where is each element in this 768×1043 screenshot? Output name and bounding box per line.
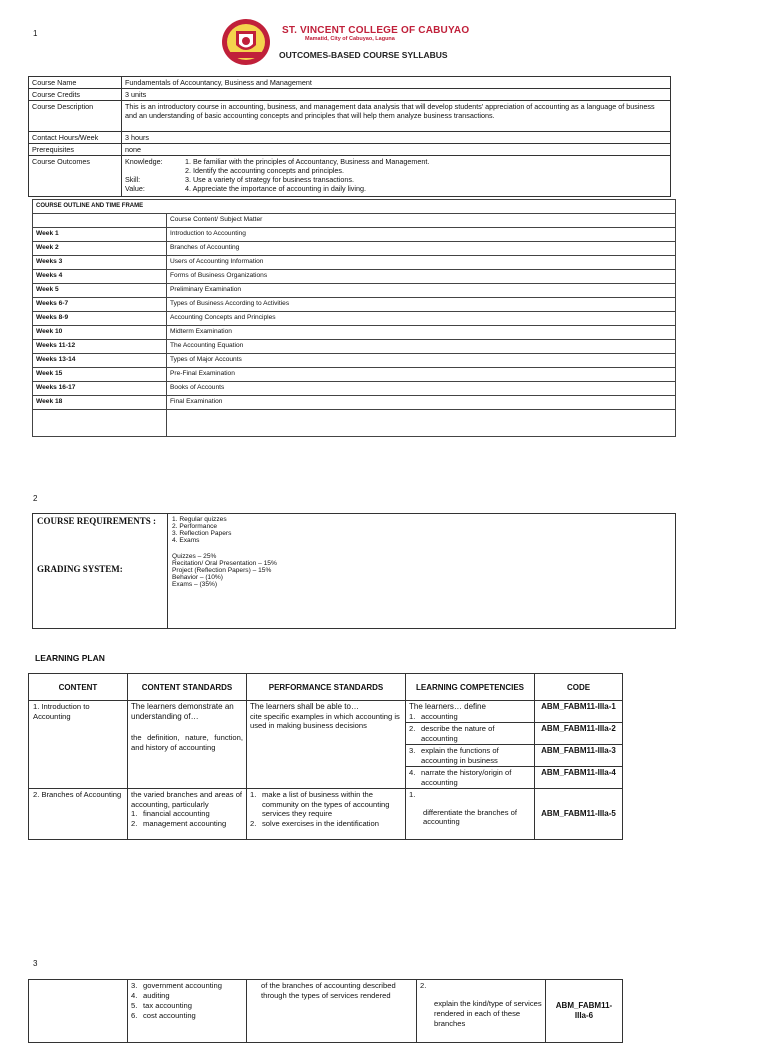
cs-item: [131, 819, 243, 829]
requirements-row: [33, 514, 676, 629]
cs-item-number: 4.: [131, 991, 138, 1000]
competency-text: explain the kind/type of services rendered in each of these branches: [434, 999, 542, 1028]
ps-item-number: 2.: [250, 818, 257, 828]
competency-cell: [406, 701, 535, 723]
course-outcomes-cell: [122, 156, 671, 197]
outline-week: Weeks 6-7: [33, 298, 167, 312]
cs-item: [131, 809, 243, 819]
course-description-row: [29, 101, 671, 132]
competency-text: narrate the history/origin of accounting: [421, 768, 512, 787]
college-seal-logo: [220, 17, 272, 67]
competency-item: [409, 712, 531, 722]
outline-row: [33, 298, 676, 312]
course-credits-row: [29, 89, 671, 101]
content-standards-cell: [128, 980, 247, 1043]
performance-standards-cell: [247, 701, 406, 789]
course-name-label: Course Name: [29, 77, 122, 89]
competency-cell: [406, 789, 535, 840]
outline-row: [33, 368, 676, 382]
outline-row: [33, 382, 676, 396]
competency-item: [409, 768, 531, 787]
outline-week: Weeks 16-17: [33, 382, 167, 396]
competency-code: ABM_FABM11-IIIa-4: [535, 767, 623, 789]
competency-code: ABM_FABM11-IIIa-1: [535, 701, 623, 723]
ps-item-text: solve exercises in the identification: [262, 818, 379, 828]
outline-content: Users of Accounting Information: [167, 256, 676, 270]
outline-week: Weeks 11-12: [33, 340, 167, 354]
course-description-label: Course Description: [29, 101, 122, 132]
grading-item: Project (Reflection Papers) – 15%: [172, 567, 272, 574]
outcome-line: [125, 157, 667, 166]
outline-week: Week 5: [33, 284, 167, 298]
requirements-values-cell: [168, 514, 676, 629]
competency-cell: [406, 745, 535, 767]
header-performance-standards: PERFORMANCE STANDARDS: [247, 674, 406, 701]
outcome-line: [125, 184, 667, 193]
outcome-domain: Value:: [125, 184, 145, 193]
cs-item-number: 2.: [131, 818, 138, 828]
outcome-domain: Knowledge:: [125, 157, 163, 166]
cs-item: [131, 991, 243, 1001]
page-number: 2: [33, 494, 38, 503]
outline-content: Final Examination: [167, 396, 676, 410]
competency-text: describe the nature of accounting: [421, 724, 495, 743]
outcome-domain: Skill:: [125, 175, 141, 184]
outline-week: Week 10: [33, 326, 167, 340]
competency-item: [409, 724, 531, 743]
outline-week-header: [33, 214, 167, 228]
outline-row: [33, 354, 676, 368]
cs-item-text: cost accounting: [143, 1011, 196, 1020]
header-content: CONTENT: [29, 674, 128, 701]
competency-text: accounting: [421, 711, 458, 721]
outline-content: Midterm Examination: [167, 326, 676, 340]
requirements-labels-cell: [33, 514, 168, 629]
lc-intro: The learners… define: [409, 702, 486, 711]
cs-intro: the varied branches and areas of accounting, particularly: [131, 790, 243, 809]
cs-item: [131, 1011, 243, 1021]
competency-cell: [417, 980, 546, 1043]
header-learning-competencies: LEARNING COMPETENCIES: [406, 674, 535, 701]
competency-number: 3.: [409, 746, 416, 755]
course-description-value: This is an introductory course in accounting, business, and management data analysis that will develop students' appreciation of accounting as a language of business and an understanding of basic accounting concepts and principles that will help them analyze business transactions.: [122, 101, 671, 132]
ps-item-number: 1.: [250, 790, 257, 799]
grading-item: Exams – (35%): [172, 581, 218, 588]
outline-header-row: [33, 214, 676, 228]
outline-content: Forms of Business Organizations: [167, 270, 676, 284]
outline-week: Week 1: [33, 228, 167, 242]
requirement-item: 3. Reflection Papers: [172, 530, 232, 537]
outline-blank-cell: [167, 410, 676, 437]
outline-title: COURSE OUTLINE AND TIME FRAME: [33, 200, 676, 214]
outline-row: [33, 284, 676, 298]
cs-item-number: 6.: [131, 1011, 138, 1020]
course-credits-label: Course Credits: [29, 89, 122, 101]
grading-item: Behavior – (10%): [172, 574, 223, 581]
learning-plan-header-row: [29, 674, 623, 701]
content-cell: 2. Branches of Accounting: [29, 789, 128, 840]
learning-plan-row: [29, 701, 623, 723]
outline-week: Weeks 13-14: [33, 354, 167, 368]
content-cell: 1. Introduction to Accounting: [29, 701, 128, 789]
prerequisites-value: none: [122, 144, 671, 156]
learning-plan-title: LEARNING PLAN: [35, 653, 105, 663]
competency-number: 2.: [409, 724, 416, 733]
outline-content: Branches of Accounting: [167, 242, 676, 256]
cs-body: the definition, nature, function, and history of accounting: [131, 733, 243, 752]
outline-body: [33, 228, 676, 410]
competency-code: ABM_FABM11-IIIa-6: [546, 980, 623, 1043]
outline-row: [33, 326, 676, 340]
competency-code: ABM_FABM11-IIIa-5: [535, 789, 623, 840]
header-content-standards: CONTENT STANDARDS: [128, 674, 247, 701]
requirements-table: [32, 513, 676, 629]
course-info-table: [28, 76, 671, 197]
ps-item: [250, 790, 402, 819]
course-outcomes-label: Course Outcomes: [29, 156, 122, 197]
course-requirements-label: COURSE REQUIREMENTS :: [37, 516, 157, 526]
outline-row: [33, 242, 676, 256]
outline-blank-cell: [33, 410, 167, 437]
college-address: Mamatid, City of Cabuyao, Laguna: [305, 36, 395, 42]
contact-hours-value: 3 hours: [122, 132, 671, 144]
competency-cell: [406, 723, 535, 745]
outline-content: Types of Business According to Activities: [167, 298, 676, 312]
contact-hours-row: [29, 132, 671, 144]
ps-body: cite specific examples in which accounting is used in making business decisions: [250, 711, 400, 730]
requirement-item: 4. Exams: [172, 537, 200, 544]
outline-content: Types of Major Accounts: [167, 354, 676, 368]
header-code: CODE: [535, 674, 623, 701]
outline-content: Accounting Concepts and Principles: [167, 312, 676, 326]
outcome-line: [125, 166, 667, 175]
grading-system-label: GRADING SYSTEM:: [37, 564, 123, 574]
course-credits-value: 3 units: [122, 89, 671, 101]
cs-item-text: tax accounting: [143, 1001, 192, 1010]
competency-number: 1.: [409, 711, 416, 721]
outline-content: Pre-Final Examination: [167, 368, 676, 382]
grading-system-label-text: GRADING SYSTEM: [37, 564, 120, 574]
content-standards-cell: [128, 701, 247, 789]
outline-content: The Accounting Equation: [167, 340, 676, 354]
document-title: OUTCOMES-BASED COURSE SYLLABUS: [279, 50, 448, 60]
outcome-text: 1. Be familiar with the principles of Accountancy, Business and Management.: [185, 157, 430, 166]
outline-row: [33, 256, 676, 270]
grading-item: Quizzes – 25%: [172, 553, 217, 560]
ps-item: [250, 819, 402, 829]
prerequisites-label: Prerequisites: [29, 144, 122, 156]
ps-intro: The learners shall be able to…: [250, 702, 359, 711]
competency-number: 4.: [409, 768, 416, 777]
page-number: 3: [33, 959, 38, 968]
outcome-text: 3. Use a variety of strategy for business transactions.: [185, 175, 354, 184]
requirement-item: 2. Performance: [172, 523, 218, 530]
learning-plan-row: [29, 789, 623, 840]
outline-week: Weeks 8-9: [33, 312, 167, 326]
learning-plan-table: [28, 673, 623, 840]
course-name-row: [29, 77, 671, 89]
outline-content-header: Course Content/ Subject Matter: [167, 214, 676, 228]
course-name-value: Fundamentals of Accountancy, Business and Management: [122, 77, 671, 89]
prerequisites-row: [29, 144, 671, 156]
outline-row: [33, 340, 676, 354]
content-cell: [29, 980, 128, 1043]
outline-row: [33, 270, 676, 284]
cs-item: [131, 981, 243, 991]
outline-week: Week 18: [33, 396, 167, 410]
contact-hours-label: Contact Hours/Week: [29, 132, 122, 144]
ps-item-text: make a list of business within the community on the types of accounting services they require: [262, 790, 390, 818]
college-name: ST. VINCENT COLLEGE OF CABUYAO: [282, 25, 470, 36]
outline-row: [33, 228, 676, 242]
outline-content: Introduction to Accounting: [167, 228, 676, 242]
learning-plan-continuation-table: [28, 979, 623, 1043]
outline-content: Books of Accounts: [167, 382, 676, 396]
competency-item: [409, 746, 531, 765]
competency-number: 2.: [420, 981, 427, 990]
cs-item-text: auditing: [143, 991, 170, 1000]
outcome-domain: [125, 166, 185, 175]
cs-item-text: financial accounting: [143, 809, 210, 818]
outline-blank-row: [33, 410, 676, 437]
outline-row: [33, 312, 676, 326]
learning-plan-row: [29, 980, 623, 1043]
outline-title-row: [33, 200, 676, 214]
performance-standards-cell: [247, 789, 406, 840]
outcome-text: 2. Identify the accounting concepts and principles.: [185, 166, 345, 175]
outline-row: [33, 396, 676, 410]
cs-item-text: management accounting: [143, 818, 227, 828]
cs-item-text: government accounting: [143, 981, 222, 990]
competency-code: ABM_FABM11-IIIa-3: [535, 745, 623, 767]
cs-intro: The learners demonstrate an understanding of…: [131, 702, 234, 721]
competency-number: 1.: [409, 790, 416, 799]
competency-text: differentiate the branches of accounting: [423, 807, 518, 826]
course-outcomes-row: [29, 156, 671, 197]
outline-week: Weeks 4: [33, 270, 167, 284]
cs-item: [131, 1001, 243, 1011]
cs-item-number: 5.: [131, 1001, 138, 1010]
outline-week: Week 15: [33, 368, 167, 382]
cs-item-number: 3.: [131, 981, 138, 990]
content-standards-cell: [128, 789, 247, 840]
course-requirements-label-text: COURSE REQUIREMENTS: [37, 516, 151, 526]
performance-standards-cell: of the branches of accounting described through the types of services rendered: [247, 980, 417, 1043]
requirement-item: 1. Regular quizzes: [172, 516, 227, 523]
outcome-line: [125, 175, 667, 184]
outcome-text: 4. Appreciate the importance of accounting in daily living.: [185, 184, 366, 193]
grading-item: Recitation/ Oral Presentation – 15%: [172, 560, 277, 567]
outline-week: Weeks 3: [33, 256, 167, 270]
competency-text: explain the functions of accounting in business: [421, 746, 499, 765]
course-outline-table: [32, 199, 676, 437]
competency-cell: [406, 767, 535, 789]
cs-item-number: 1.: [131, 809, 138, 818]
outline-week: Week 2: [33, 242, 167, 256]
competency-code: ABM_FABM11-IIIa-2: [535, 723, 623, 745]
outline-content: Preliminary Examination: [167, 284, 676, 298]
page-number: 1: [33, 29, 38, 38]
